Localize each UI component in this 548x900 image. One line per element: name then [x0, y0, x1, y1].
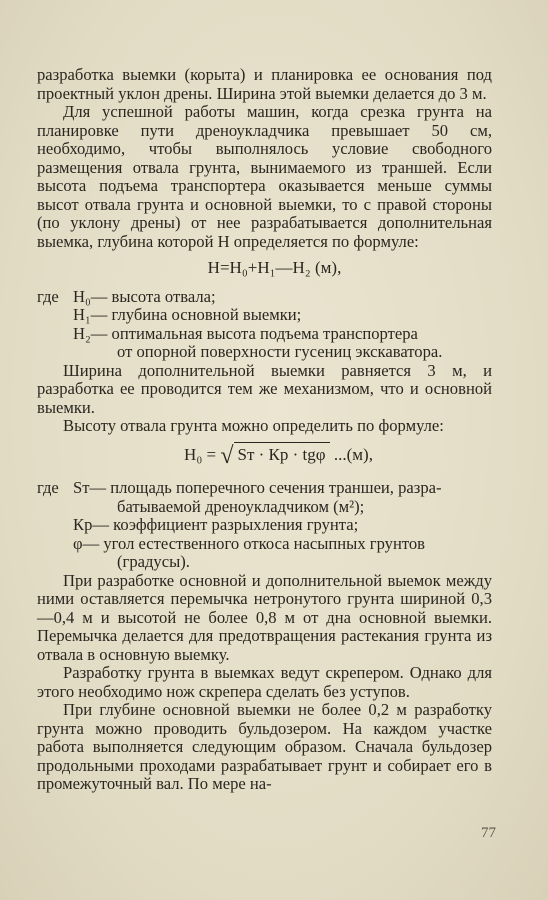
definition-st-text: — площадь поперечного сечения траншеи, разра-: [89, 478, 442, 497]
definition-st-continuation: батываемой дреноукладчиком (м²);: [117, 496, 365, 516]
definition-kr-text: — коэффициент разрыхления грунта;: [92, 515, 359, 534]
definition-h2-text: — оптимальная высота подъема транспортера: [90, 323, 418, 343]
definition-h2: [37, 325, 492, 344]
paragraph-6: Разработку грунта в выемках ведут скрепером. Однако для этого необходимо нож скрепера сделать без уступов.: [37, 663, 492, 701]
paragraph-3: Ширина дополнительной выемки равняется 3 м, и разработка ее проводится тем же механизмом, что и основной выемки.: [37, 360, 492, 417]
definitions-1: [37, 288, 492, 362]
paragraph-7: При глубине основной выемки не более 0,2 м разработку грунта можно проводить бульдозером. На каждом участке работа выполняется следующим образом. Сначала бульдозер продольными проходами разрабатывает грунт и собирает его в промежуточный вал. По мере на-: [37, 700, 492, 793]
definition-h1-text: — глубина основной выемки;: [90, 305, 302, 324]
definition-h1: [37, 306, 492, 325]
page-text: [37, 66, 492, 794]
definition-phi: [37, 535, 492, 554]
definition-phi-continuation: (градусы).: [117, 552, 190, 571]
definition-lead: где: [37, 478, 59, 497]
symbol-h2: H₂: [73, 323, 91, 343]
formula-h0-left: H₀ =: [184, 444, 217, 464]
symbol-phi: φ: [73, 533, 83, 553]
paragraph-2: Для успешной работы машин, когда срезка грунта на планировке пути дреноукладчика превышает 50 см, необходимо, чтобы выполнялось условие свободного размещения отвала грунта, вынимаемого из траншей. Если высота подъема транспортера оказывается меньше суммы высот отвала грунта и основной выемки, то с правой стороны (по уклону дрены) от нее разрабатывается дополнительная выемка, глубина которой Н определяется по формуле:: [37, 102, 492, 251]
symbol-kr: Кр: [73, 515, 93, 534]
formula-h: H=H₀+H₁—H₂ (м),: [207, 258, 342, 277]
formula-h0-radicand: Sт · Кр · tgφ: [234, 442, 330, 464]
paragraph-4: Высоту отвала грунта можно определить по формуле:: [63, 416, 444, 435]
symbol-st: Sт: [73, 478, 90, 497]
definitions-2: [37, 479, 492, 572]
formula-h0: [37, 442, 492, 469]
symbol-h0: H₀: [73, 286, 91, 306]
definition-lead: где: [37, 286, 59, 306]
definition-phi-text: — угол естественного откоса насыпных грунтов: [82, 533, 425, 553]
definition-h2-continuation: от опорной поверхности гусениц экскаватора.: [117, 342, 443, 361]
definition-h0: [37, 288, 492, 307]
symbol-h1: H₁: [73, 305, 91, 324]
definition-kr: [37, 516, 492, 535]
paragraph-1: разработка выемки (корыта) и планировка ее основания под проектный уклон дрены. Ширина этой выемки делается до 3 м.: [37, 65, 492, 103]
square-root-icon: √: [220, 442, 234, 469]
page-number: 77: [481, 825, 496, 841]
definition-st: [37, 479, 492, 498]
definition-h0-text: — высота отвала;: [90, 286, 216, 306]
paragraph-5: При разработке основной и дополнительной выемок между ними оставляется перемычка нетронутого грунта шириной 0,3—0,4 м и высотой не более 0,8 м от дна основной выемки. Перемычка делается для предотвращения растекания грунта из отвала в основную выемку.: [37, 570, 492, 664]
formula-h0-right: ...(м),: [333, 444, 373, 464]
